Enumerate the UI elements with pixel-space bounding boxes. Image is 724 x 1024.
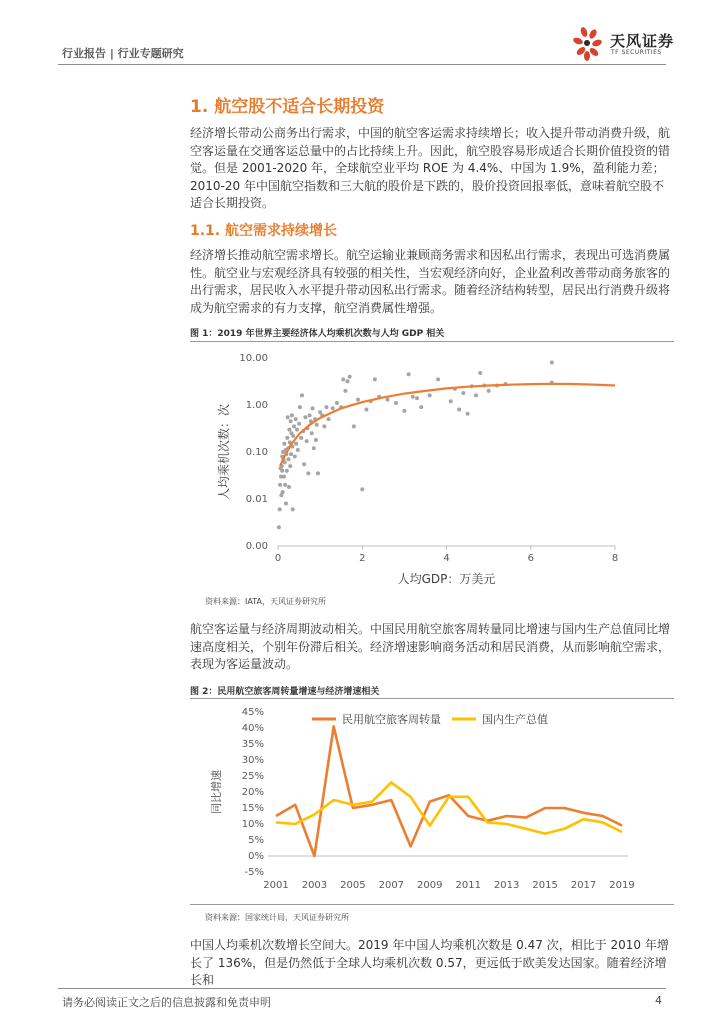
x-axis-title: 人均GDP：万美元 xyxy=(397,572,496,586)
scatter-point xyxy=(298,405,302,409)
figure1-rule xyxy=(190,341,674,342)
series-line xyxy=(276,726,622,856)
y-tick-label: 25% xyxy=(241,771,264,782)
line-chart xyxy=(190,700,674,900)
x-tick-label: 2011 xyxy=(455,880,481,891)
scatter-point xyxy=(282,442,286,446)
scatter-point xyxy=(278,483,282,487)
figure1-title: 图 1：2019 年世界主要经济体人均乘机次数与人均 GDP 相关 xyxy=(190,329,445,339)
logo-text: 天风证券 xyxy=(610,32,675,50)
scatter-point xyxy=(305,439,309,443)
header-divider xyxy=(58,64,666,65)
x-tick-label: 6 xyxy=(527,553,534,564)
scatter-point xyxy=(280,469,284,473)
scatter-point xyxy=(306,471,310,475)
page-number: 4 xyxy=(655,994,662,1007)
x-tick-label: 4 xyxy=(443,553,450,564)
body-paragraph-2: 中国人均乘机次数增长空间大。2019 年中国人均乘机次数是 0.47 次，相比于 2010 年增长了 136%，但是仍然低于全球人均乘机次数 0.57，更远低于欧美发达国家。随着经济增长和 xyxy=(190,938,669,987)
x-tick-label: 2019 xyxy=(609,880,635,891)
scatter-chart xyxy=(190,344,674,594)
figure2-title: 图 2：民用航空旅客周转量增速与经济增速相关 xyxy=(190,687,380,697)
scatter-point xyxy=(348,375,352,379)
scatter-point xyxy=(352,424,356,428)
legend-label: 民用航空旅客周转量 xyxy=(342,713,441,726)
scatter-point xyxy=(291,507,295,511)
scatter-point xyxy=(299,436,303,440)
scatter-point xyxy=(415,396,419,400)
scatter-point xyxy=(411,395,415,399)
y-tick-label: 30% xyxy=(241,755,264,766)
scatter-point xyxy=(312,446,316,450)
scatter-point xyxy=(292,424,296,428)
subsection-heading: 1.1. 航空需求持续增长 xyxy=(190,223,337,239)
scatter-point xyxy=(466,412,470,416)
legend-label: 国内生产总值 xyxy=(482,713,548,726)
x-tick-label: 2015 xyxy=(532,880,558,891)
x-tick-label: 2005 xyxy=(340,880,366,891)
scatter-point xyxy=(419,405,423,409)
scatter-point xyxy=(386,398,390,402)
scatter-point xyxy=(316,471,320,475)
scatter-point xyxy=(283,483,287,487)
x-tick-label: 2 xyxy=(359,553,366,564)
scatter-point xyxy=(487,389,491,393)
y-tick-label: 5% xyxy=(248,835,264,846)
y-tick-label: 0.01 xyxy=(245,494,268,505)
scatter-point xyxy=(287,428,291,432)
body-paragraph: 航空客运量与经济周期波动相关。中国民用航空旅客周转量同比增速与国内生产总值同比增速高度相关，个别年份滞后相关。经济增速影响商务活动和居民消费，从而影响航空需求，表现为客运量波动。 xyxy=(190,622,671,671)
y-tick-label: 35% xyxy=(241,739,264,750)
scatter-point xyxy=(303,415,307,419)
scatter-point xyxy=(373,377,377,381)
scatter-point xyxy=(364,408,368,412)
scatter-point xyxy=(288,464,292,468)
x-tick-label: 2013 xyxy=(493,880,520,891)
figure2-bottom-rule xyxy=(190,904,674,905)
section-paragraph: 经济增长带动公商务出行需求，中国的航空客运需求持续增长；收入提升带动消费升级，航空客运量在交通客运总量中的占比持续上升。因此，航空股容易形成适合长期价值投资的错觉。但是 2001-2020 年，全球航空业平均 ROE 为 4.4%、中国为 1.9%，盈利能力差；2010-20 年中国航空指数和三大航的股价是下跌的，股价投资回报率低，意味着航空股不适合长期投资。 xyxy=(190,126,671,210)
scatter-point xyxy=(294,417,298,421)
scatter-point xyxy=(310,431,314,435)
scatter-point xyxy=(478,371,482,375)
scatter-point xyxy=(402,409,406,413)
x-tick-label: 2017 xyxy=(570,880,597,891)
y-tick-label: 40% xyxy=(241,723,264,734)
y-tick-label: 15% xyxy=(241,803,264,814)
scatter-point xyxy=(436,377,440,381)
scatter-point xyxy=(290,413,294,417)
scatter-point xyxy=(296,448,300,452)
scatter-point xyxy=(314,438,318,442)
scatter-point xyxy=(449,399,453,403)
scatter-point xyxy=(360,487,364,491)
y-axis-title: 人均乘机次数：次 xyxy=(217,403,231,501)
series-line xyxy=(276,782,622,833)
y-axis-title: 同比增速 xyxy=(210,770,223,814)
x-tick-label: 2001 xyxy=(263,880,289,891)
scatter-point xyxy=(474,393,478,397)
scatter-point xyxy=(311,406,315,410)
scatter-point xyxy=(289,452,293,456)
figure1-source: 资料来源：IATA，天风证券研究所 xyxy=(205,597,326,606)
scatter-point xyxy=(285,469,289,473)
scatter-point xyxy=(300,393,304,397)
scatter-point xyxy=(302,462,306,466)
y-tick-label: -5% xyxy=(244,867,264,878)
scatter-point xyxy=(294,442,298,446)
scatter-point xyxy=(457,408,461,412)
y-tick-label: 45% xyxy=(241,707,264,718)
subsection-paragraph: 经济增长推动航空需求增长。航空运输业兼顾商务需求和因私出行需求，表现出可选消费属性。航空业与宏观经济具有较强的相关性，当宏观经济向好，企业盈利改善带动商务旅客的出行需求，居民收入水平提升带动因私出行需求。随着经济结构转型，居民出行消费升级将成为航空需求的有力支撑，航空消费属性增强。 xyxy=(190,248,671,315)
scatter-point xyxy=(331,406,335,410)
scatter-point xyxy=(277,525,281,529)
scatter-point xyxy=(315,423,319,427)
scatter-point xyxy=(284,502,288,506)
scatter-point xyxy=(343,389,347,393)
scatter-point xyxy=(394,401,398,405)
breadcrumb: 行业报告 | 行业专题研究 xyxy=(62,47,184,60)
y-tick-label: 0.00 xyxy=(245,541,268,552)
scatter-point xyxy=(289,419,293,423)
y-tick-label: 10.00 xyxy=(239,353,268,364)
scatter-point xyxy=(308,413,312,417)
scatter-point xyxy=(291,434,295,438)
x-tick-label: 2009 xyxy=(417,880,443,891)
x-tick-label: 8 xyxy=(611,553,619,564)
scatter-point xyxy=(285,436,289,440)
scatter-point xyxy=(324,405,328,409)
y-tick-label: 1.00 xyxy=(245,400,268,411)
footer-disclaimer: 请务必阅读正文之后的信息披露和免责申明 xyxy=(62,996,271,1009)
scatter-point xyxy=(335,401,339,405)
trend-line xyxy=(280,384,615,466)
scatter-point xyxy=(293,455,297,459)
x-tick-label: 2003 xyxy=(301,880,328,891)
y-tick-label: 0% xyxy=(248,851,264,862)
x-tick-label: 0 xyxy=(274,553,282,564)
y-tick-label: 20% xyxy=(241,787,264,798)
scatter-point xyxy=(461,391,465,395)
scatter-point xyxy=(286,415,290,419)
scatter-point xyxy=(278,507,282,511)
scatter-point xyxy=(287,485,291,489)
scatter-point xyxy=(322,424,326,428)
scatter-point xyxy=(327,417,331,421)
x-tick-label: 2007 xyxy=(378,880,405,891)
scatter-point xyxy=(346,379,350,383)
scatter-point xyxy=(407,372,411,376)
logo-subtext: TF SECURITIES xyxy=(611,49,662,56)
scatter-point xyxy=(281,490,285,494)
scatter-point xyxy=(287,457,291,461)
figure2-rule xyxy=(190,698,674,699)
section-heading: 1. 航空股不适合长期投资 xyxy=(190,97,385,117)
figure2-source: 资料来源：国家统计局，天风证券研究所 xyxy=(205,913,349,922)
footer-divider xyxy=(58,988,666,989)
scatter-point xyxy=(341,377,345,381)
scatter-point xyxy=(282,475,286,479)
scatter-point xyxy=(356,398,360,402)
scatter-point xyxy=(550,361,554,365)
scatter-point xyxy=(295,428,299,432)
scatter-point xyxy=(428,393,432,397)
scatter-point xyxy=(297,422,301,426)
y-tick-label: 10% xyxy=(241,819,264,830)
y-tick-label: 0.10 xyxy=(245,447,268,458)
